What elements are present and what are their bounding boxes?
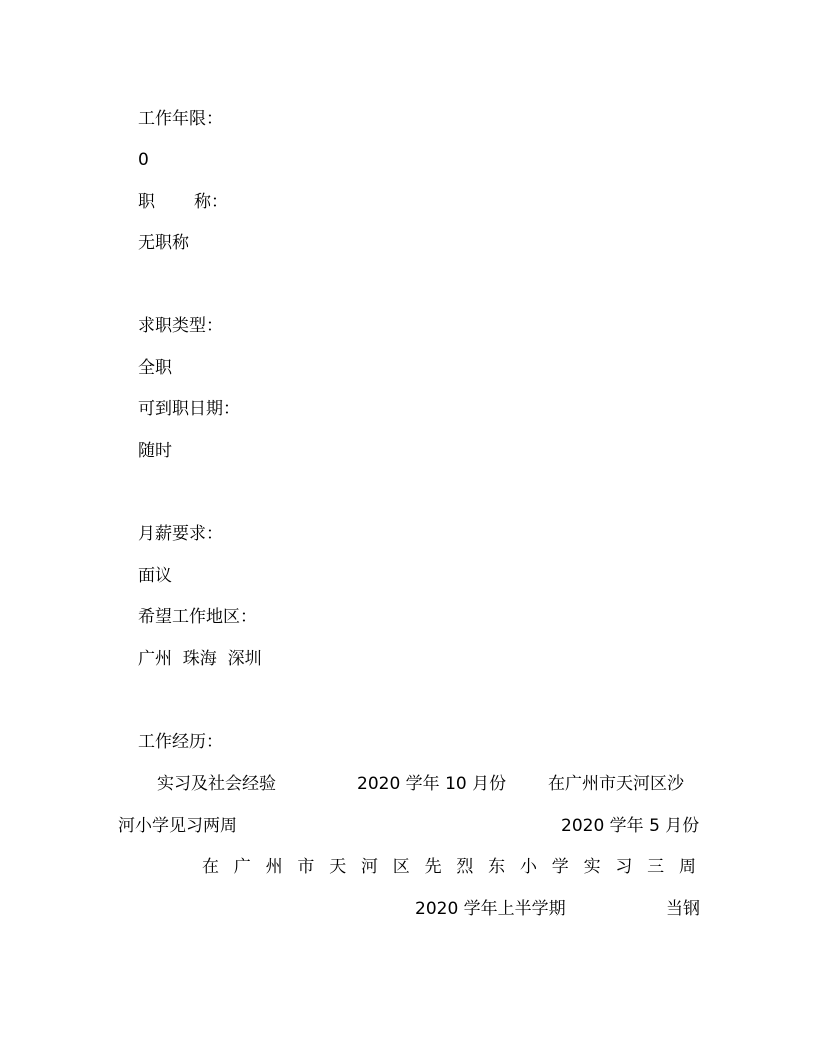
salary-label: 月薪要求： [138, 524, 223, 544]
work-years-value: 0 [138, 150, 149, 170]
justified-char: 实 [583, 857, 601, 877]
justified-char: 州 [265, 857, 283, 877]
experience-item2-text [202, 856, 696, 878]
experience-heading: 工作经历： [138, 732, 223, 752]
justified-char: 学 [551, 857, 569, 877]
justified-char: 小 [519, 857, 537, 877]
justified-char: 习 [615, 857, 633, 877]
justified-char: 区 [392, 857, 410, 877]
experience-intro-label: 实习及社会经验 [157, 774, 276, 794]
justified-char: 周 [678, 857, 696, 877]
experience-item1-text: 在广州市天河区沙 [548, 774, 684, 794]
title-label-part2: 称： [194, 192, 228, 212]
justified-char: 市 [297, 857, 315, 877]
justified-char: 河 [360, 857, 378, 877]
justified-char: 先 [424, 857, 442, 877]
experience-item1-text-cont: 河小学见习两周 [118, 816, 237, 836]
justified-char: 烈 [456, 857, 474, 877]
job-type-value: 全职 [138, 358, 172, 378]
justified-char: 在 [202, 857, 219, 877]
experience-item1-date: 2020 学年 10 月份 [357, 774, 507, 794]
start-date-value: 随时 [138, 441, 172, 461]
work-years-label: 工作年限： [138, 109, 223, 129]
job-type-label: 求职类型： [138, 316, 223, 336]
justified-char: 东 [488, 857, 506, 877]
title-label-part1: 职 [138, 192, 155, 212]
title-value: 无职称 [138, 233, 189, 253]
experience-item3-date: 2020 学年上半学期 [415, 899, 566, 919]
justified-char: 广 [233, 857, 251, 877]
location-value: 广州 珠海 深圳 [138, 649, 262, 669]
start-date-label: 可到职日期： [138, 399, 240, 419]
justified-char: 天 [329, 857, 347, 877]
location-label: 希望工作地区： [138, 607, 257, 627]
salary-value: 面议 [138, 566, 172, 586]
experience-item3-text: 当钢 [666, 899, 700, 919]
experience-item2-date: 2020 学年 5 月份 [561, 816, 700, 836]
justified-char: 三 [647, 857, 665, 877]
